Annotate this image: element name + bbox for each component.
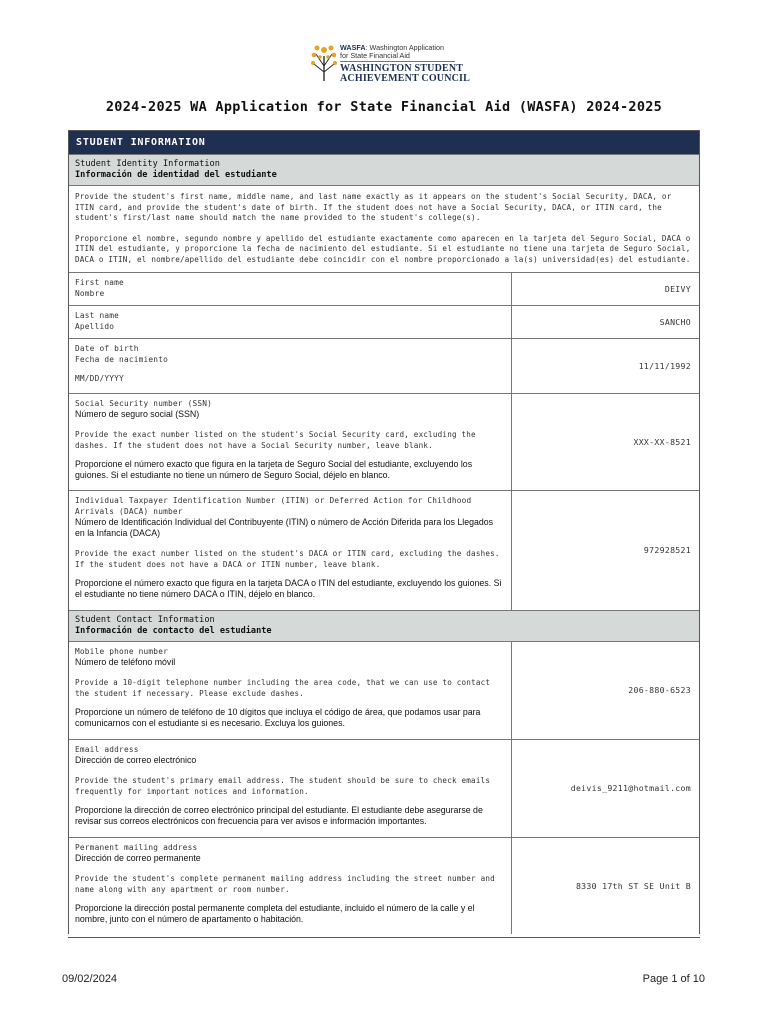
field-row-first-name bbox=[69, 272, 699, 305]
instructions-es: Proporcione el nombre, segundo nombre y apellido del estudiante exactamente como aparecen en la tarjeta del Seguro Social, DACA o ITIN del estudiante, y proporcione la fecha de nacimiento del estudiante. Si el estudiante no tiene una tarjeta de Seguro Social, DACA o ITIN, el nombre/apellido del estudiante debe coincidir con el nombre proporcionado a la(s) universidad(es) del estudiante. bbox=[75, 233, 691, 264]
date-of-birth-value[interactable]: 11/11/1992 bbox=[638, 360, 691, 371]
subsection-title-es: Información de identidad del estudiante bbox=[75, 170, 277, 180]
subsection-title-en: Student Identity Information bbox=[75, 159, 220, 169]
field-label bbox=[69, 491, 512, 610]
field-row-date-of-birth bbox=[69, 338, 699, 393]
hint-es: Proporcione la dirección de correo electrónico principal del estudiante. El estudiante debe asegurarse de revisar sus correos electrónicos con frecuencia para ver avisos e información importantes. bbox=[75, 804, 483, 826]
field-label bbox=[69, 273, 512, 305]
section-header: STUDENT INFORMATION bbox=[69, 131, 699, 154]
date-format-hint: MM/DD/YYYY bbox=[75, 373, 124, 383]
label-en: Permanent mailing address bbox=[75, 842, 198, 852]
wsac-logo bbox=[311, 42, 471, 86]
label-es: Número de Identificación Individual del Contribuyente (ITIN) o número de Acción Diferida para los Llegados en la Infancia (DACA) bbox=[75, 516, 494, 538]
hint-es: Proporcione el número exacto que figura en la tarjeta de Seguro Social del estudiante, excluyendo los guiones. Si el estudiante no tiene un número de Seguro Social, déjelo en blanco. bbox=[75, 458, 473, 480]
itin-daca-value[interactable]: 972928521 bbox=[643, 545, 691, 556]
student-information-form bbox=[68, 130, 700, 934]
identity-instructions bbox=[69, 185, 699, 272]
field-label bbox=[69, 740, 512, 837]
field-row-last-name bbox=[69, 305, 699, 338]
field-label bbox=[69, 339, 512, 393]
email-value[interactable]: deivis_9211@hotmail.com bbox=[570, 783, 691, 794]
field-row-mobile-phone bbox=[69, 641, 699, 739]
instructions-en: Provide the student's first name, middle name, and last name exactly as it appears on the student's Social Security, DACA, or ITIN card, and provide the student's date of birth. If the student does not have a Social Security, DACA, or ITIN card, the student's first/last name should match the name provided to the student's college(s). bbox=[75, 192, 672, 223]
field-label bbox=[69, 306, 512, 338]
logo-line1-rest: : Washington Application bbox=[365, 43, 445, 52]
wheat-logo-icon bbox=[311, 42, 337, 82]
hint-es: Proporcione un número de teléfono de 10 dígitos que incluya el código de área, que podamos usar para comunicarnos con el estudiante si es necesario. Excluya los guiones. bbox=[75, 706, 481, 728]
label-es: Dirección de correo permanente bbox=[75, 852, 201, 863]
field-label bbox=[69, 394, 512, 490]
hint-en: Provide a 10-digit telephone number including the area code, that we can use to contact the student if necessary. Please exclude dashes. bbox=[75, 677, 491, 698]
logo-council-line2: ACHIEVEMENT COUNCIL bbox=[340, 73, 471, 85]
mailing-address-value[interactable]: 8330 17th ST SE Unit B bbox=[575, 880, 691, 891]
field-row-email bbox=[69, 739, 699, 837]
hint-en: Provide the student's complete permanent mailing address including the street number and name along with any apartment or room number. bbox=[75, 873, 495, 894]
label-en: Last name bbox=[75, 310, 120, 320]
hint-en: Provide the student's primary email address. The student should be sure to check emails frequently for important notices and information. bbox=[75, 775, 491, 796]
ssn-value[interactable]: XXX-XX-8521 bbox=[633, 436, 691, 447]
logo-wasfa-line bbox=[340, 44, 470, 51]
logo-divider bbox=[340, 61, 455, 62]
label-es: Dirección de correo electrónico bbox=[75, 754, 197, 765]
field-row-itin-daca bbox=[69, 490, 699, 610]
subsection-title-en: Student Contact Information bbox=[75, 614, 215, 625]
field-label bbox=[69, 642, 512, 739]
subsection-contact bbox=[69, 610, 699, 641]
field-row-ssn bbox=[69, 393, 699, 490]
label-en: Email address bbox=[75, 744, 139, 754]
label-en: Mobile phone number bbox=[75, 646, 168, 656]
label-es: Número de teléfono móvil bbox=[75, 656, 176, 667]
last-name-value[interactable]: SANCHO bbox=[659, 316, 691, 327]
subsection-title-es: Información de contacto del estudiante bbox=[75, 625, 272, 636]
label-es: Fecha de nacimiento bbox=[75, 354, 168, 364]
label-en: Social Security number (SSN) bbox=[75, 398, 213, 408]
subsection-identity bbox=[69, 154, 699, 185]
label-en: Date of birth bbox=[75, 343, 139, 353]
mobile-phone-value[interactable]: 206-880-6523 bbox=[628, 685, 691, 696]
hint-es: Proporcione el número exacto que figura en la tarjeta DACA o ITIN del estudiante, excluyendo los guiones. Si el estudiante no tiene número DACA o ITIN, déjelo en blanco. bbox=[75, 577, 502, 599]
hint-en: Provide the exact number listed on the student's Social Security card, excluding the dashes. If the student does not have a Social Security number, leave blank. bbox=[75, 429, 476, 450]
hint-en: Provide the exact number listed on the student's DACA or ITIN card, excluding the dashes. If the student does not have a DACA or ITIN number, leave blank. bbox=[75, 548, 500, 569]
logo-text bbox=[340, 44, 470, 84]
logo-brand: WASFA bbox=[340, 43, 366, 52]
footer-date: 09/02/2024 bbox=[62, 973, 118, 985]
label-es: Número de seguro social (SSN) bbox=[75, 408, 200, 419]
form-bottom-border bbox=[68, 937, 700, 938]
footer-page-number: Page 1 of 10 bbox=[642, 973, 705, 985]
hint-es: Proporcione la dirección postal permanente completa del estudiante, incluido el número de la calle y el nombre, junto con el número de apartamento o habitación. bbox=[75, 902, 475, 924]
field-row-mailing-address bbox=[69, 837, 699, 934]
field-label bbox=[69, 838, 512, 934]
label-en: First name bbox=[75, 277, 124, 287]
label-es: Nombre bbox=[75, 288, 105, 298]
first-name-value[interactable]: DEIVY bbox=[664, 283, 691, 294]
label-en: Individual Taxpayer Identification Number (ITIN) or Deferred Action for Childhood Arrivals (DACA) number bbox=[75, 495, 472, 516]
logo-line2: for State Financial Aid bbox=[340, 51, 410, 61]
document-title: 2024-2025 WA Application for State Financial Aid (WASFA) 2024-2025 bbox=[105, 99, 663, 115]
label-es: Apellido bbox=[75, 321, 115, 331]
logo-council-line1: WASHINGTON STUDENT bbox=[340, 63, 464, 75]
